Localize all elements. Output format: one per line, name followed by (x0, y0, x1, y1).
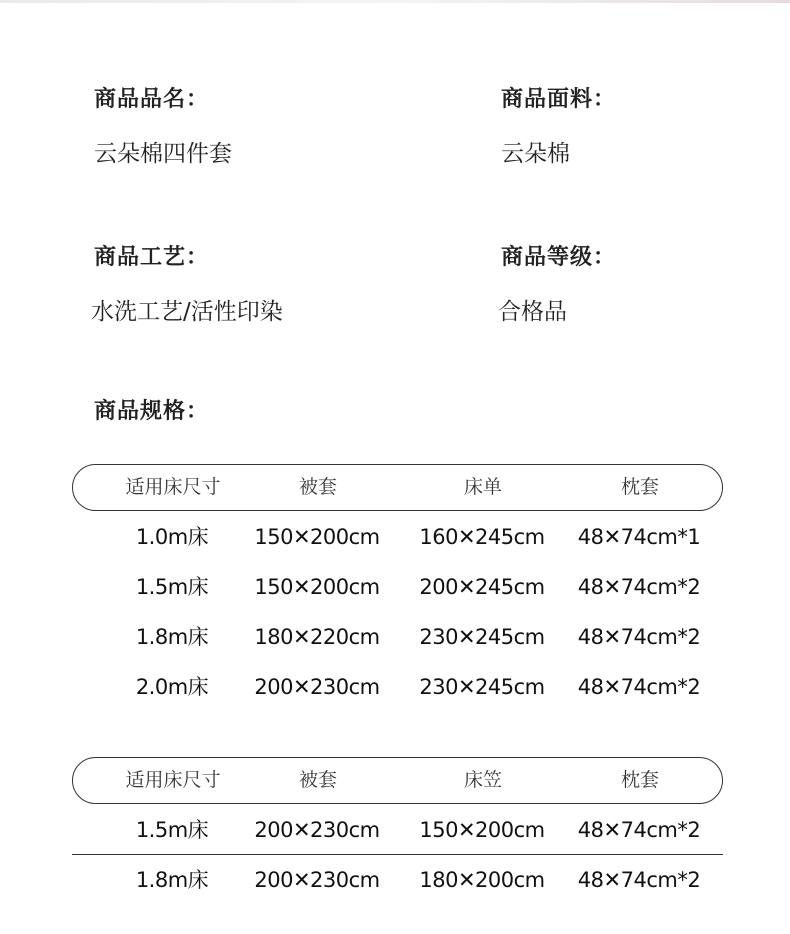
top-decoration-bar (0, 0, 790, 3)
attr-craft (91, 240, 283, 326)
spec-table-bedsheet (72, 464, 723, 712)
table-row (72, 855, 723, 905)
cell-duvet-cover: 180✕220cm (254, 625, 380, 649)
cell-pillowcase: 48✕74cm*1 (577, 525, 701, 549)
header-duvet-cover: 被套 (298, 769, 337, 791)
cell-bed-size: 1.0m床 (135, 525, 209, 549)
cell-duvet-cover: 200✕230cm (254, 675, 380, 699)
spec-title: 商品规格： (94, 399, 210, 424)
cell-pillowcase: 48✕74cm*2 (577, 625, 701, 649)
cell-bed-sheet: 230✕245cm (419, 675, 545, 699)
attr-fabric (501, 82, 616, 168)
attr-product-name-label: 商品品名： (94, 87, 210, 112)
cell-bed-size: 1.5m床 (135, 818, 209, 842)
attr-product-name-value: 云朵棉四件套 (94, 141, 232, 167)
header-bed-sheet: 床单 (463, 476, 502, 498)
cell-bed-size: 1.5m床 (135, 575, 209, 599)
cell-bed-size: 2.0m床 (135, 675, 209, 699)
cell-pillowcase: 48✕74cm*2 (577, 575, 701, 599)
cell-pillowcase: 48✕74cm*2 (577, 868, 701, 892)
attr-fabric-value: 云朵棉 (501, 141, 570, 167)
table-header (72, 464, 723, 511)
header-pillowcase: 枕套 (620, 476, 659, 498)
table-header (72, 757, 723, 804)
cell-bed-sheet: 160✕245cm (419, 525, 545, 549)
attr-grade-label: 商品等级： (501, 245, 617, 270)
cell-fitted-sheet: 150✕200cm (419, 818, 545, 842)
cell-bed-sheet: 200✕245cm (419, 575, 545, 599)
cell-fitted-sheet: 180✕200cm (419, 868, 545, 892)
cell-pillowcase: 48✕74cm*2 (577, 675, 701, 699)
cell-duvet-cover: 150✕200cm (254, 575, 380, 599)
cell-bed-size: 1.8m床 (135, 868, 209, 892)
table-row (72, 662, 723, 712)
attr-craft-value: 水洗工艺/活性印染 (91, 299, 283, 325)
header-duvet-cover: 被套 (298, 476, 337, 498)
cell-bed-sheet: 230✕245cm (419, 625, 545, 649)
attr-grade (498, 240, 617, 326)
cell-duvet-cover: 200✕230cm (254, 868, 380, 892)
cell-bed-size: 1.8m床 (135, 625, 209, 649)
header-pillowcase: 枕套 (620, 769, 659, 791)
table-row (72, 512, 723, 562)
attr-fabric-label: 商品面料： (501, 87, 617, 112)
table-row (72, 562, 723, 612)
header-bed-size: 适用床尺寸 (125, 476, 221, 498)
attr-product-name (94, 82, 232, 168)
table-row (72, 612, 723, 662)
attr-grade-value: 合格品 (498, 299, 567, 325)
cell-duvet-cover: 200✕230cm (254, 818, 380, 842)
header-bed-size: 适用床尺寸 (125, 769, 221, 791)
header-fitted-sheet: 床笠 (463, 769, 502, 791)
cell-pillowcase: 48✕74cm*2 (577, 818, 701, 842)
cell-duvet-cover: 150✕200cm (254, 525, 380, 549)
table-row (72, 805, 723, 855)
attr-craft-label: 商品工艺： (94, 245, 210, 270)
spec-table-fitted-sheet (72, 757, 723, 905)
